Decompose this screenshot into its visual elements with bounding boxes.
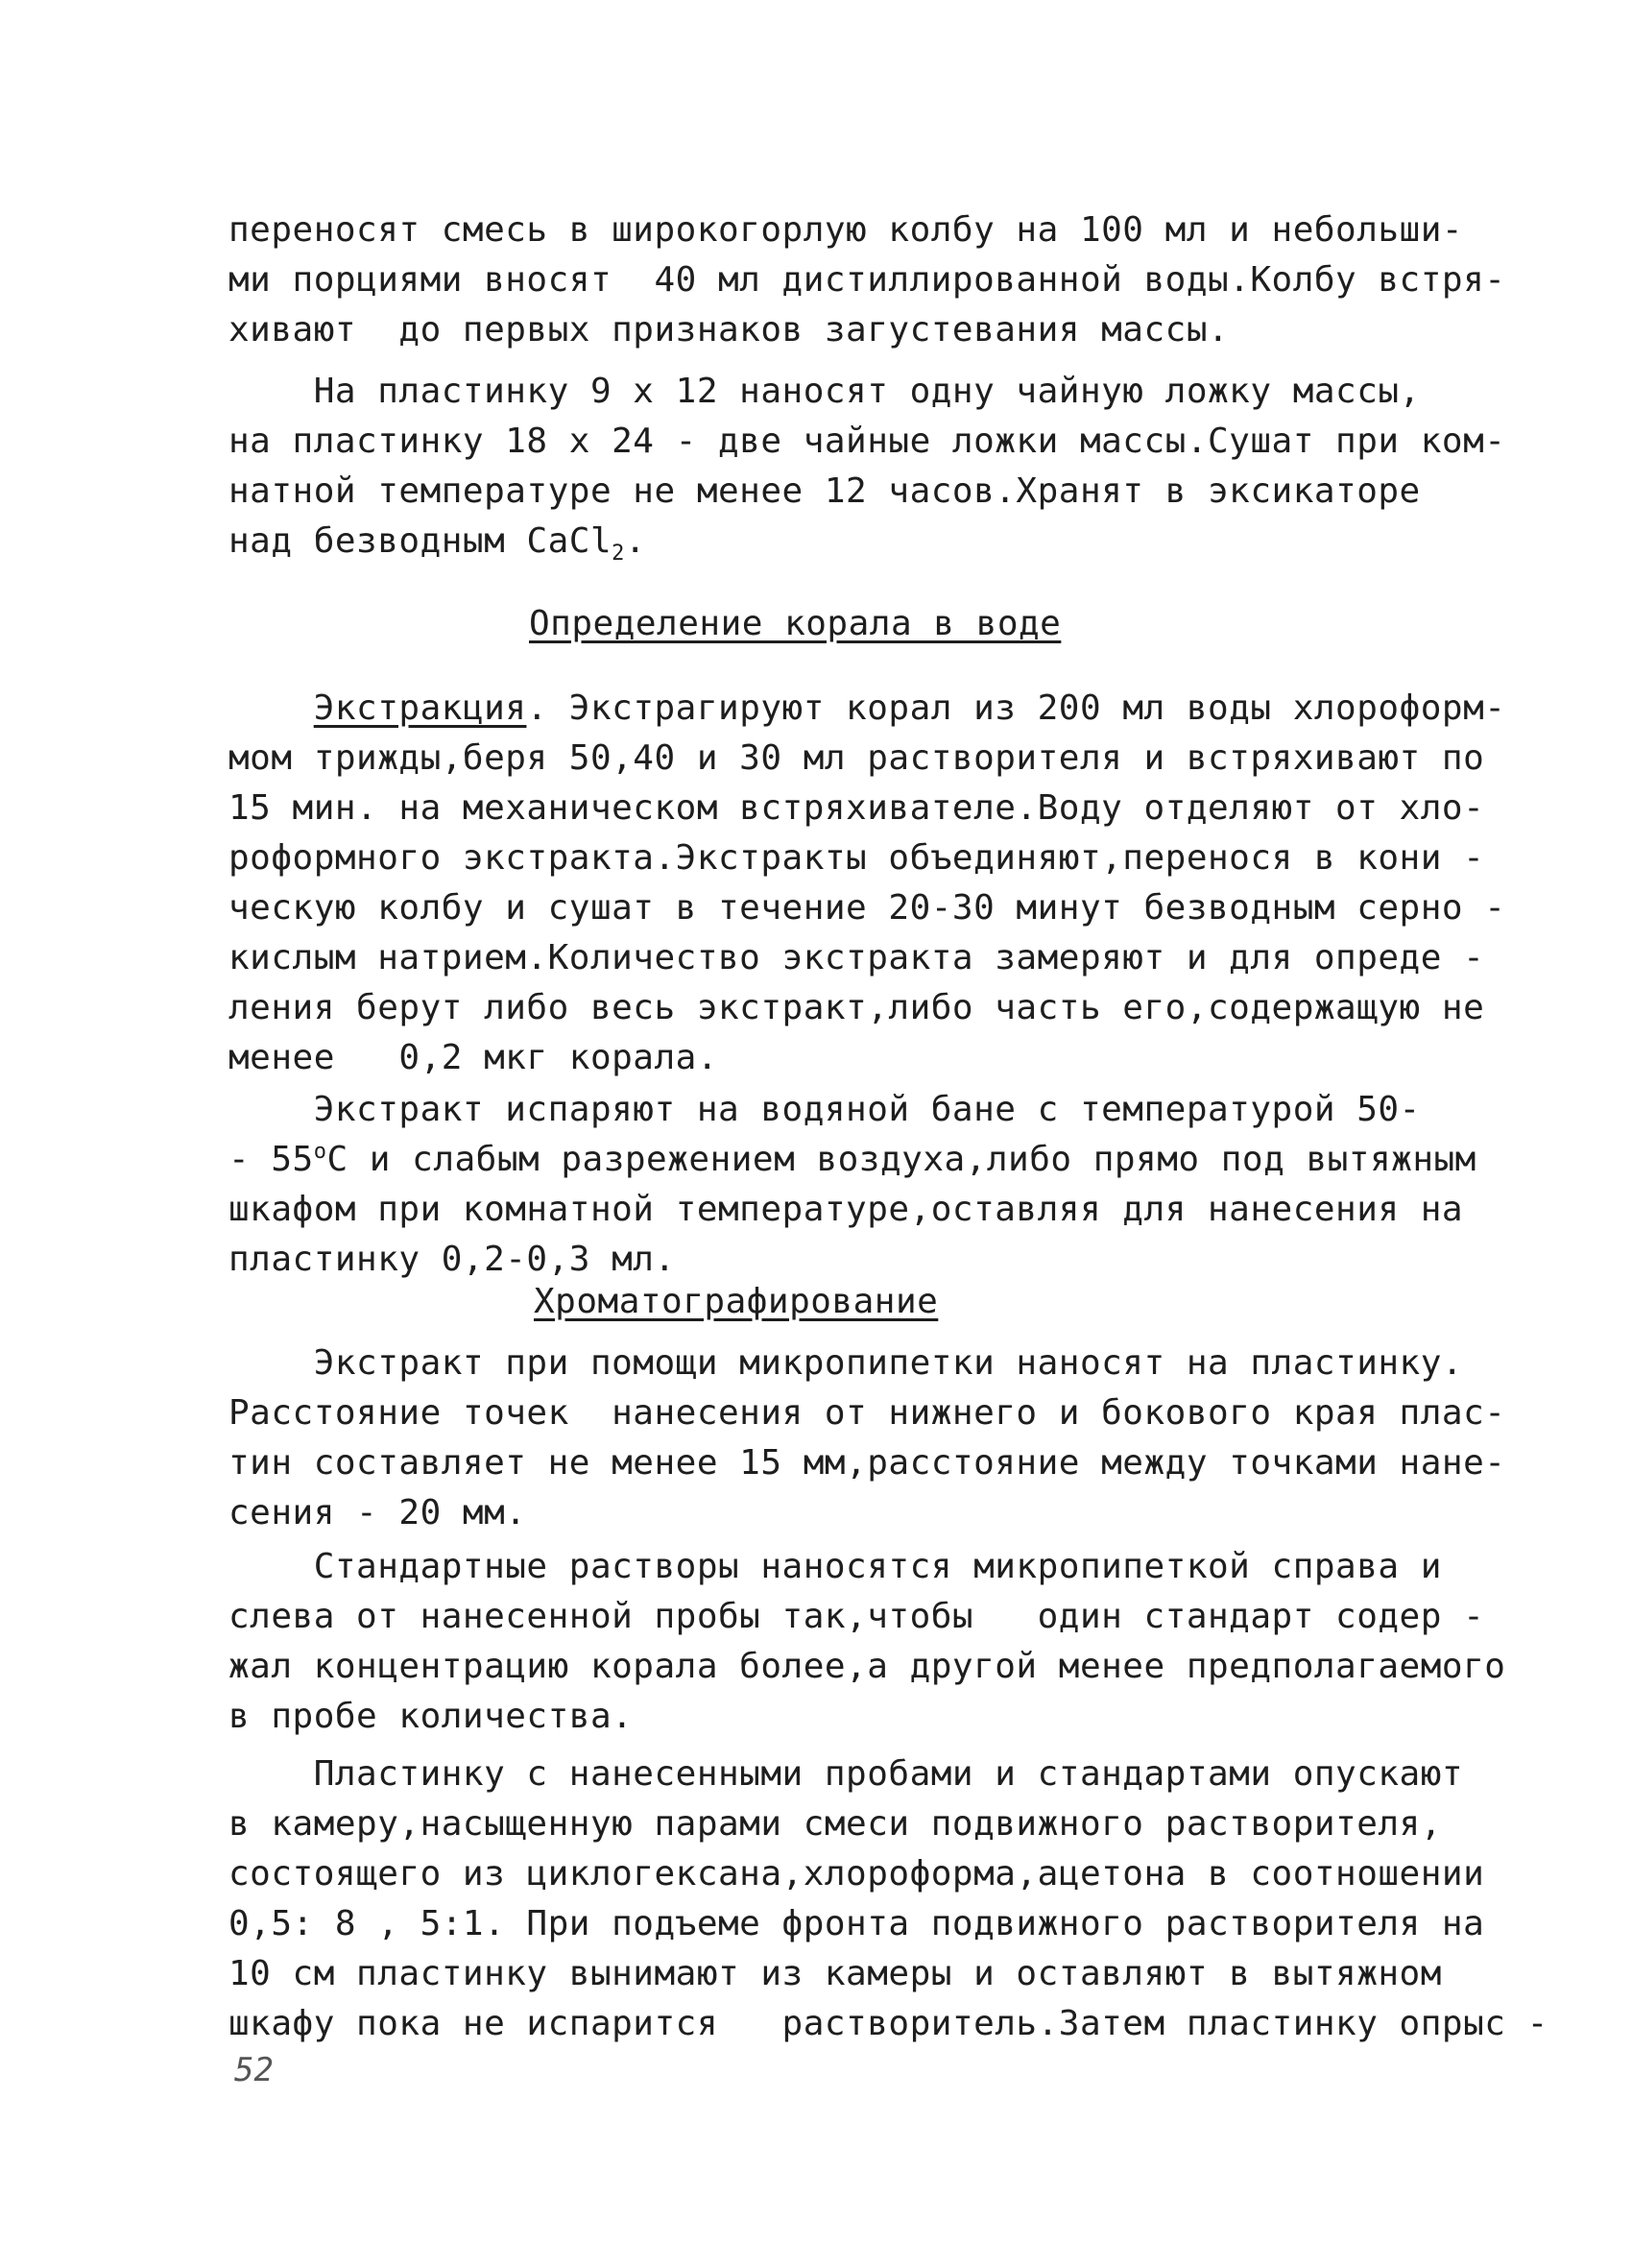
text-line: Пластинку с нанесенными пробами и стандартами опускают bbox=[228, 1754, 1464, 1794]
text-line: 15 мин. на механическом встряхивателе.Воду отделяют от хло- bbox=[228, 788, 1485, 828]
text-line: шкафом при комнатной температуре,оставляя для нанесения на bbox=[228, 1190, 1464, 1229]
text-line: состоящего из циклогексана,хлороформа,ацетона в соотношении bbox=[228, 1854, 1485, 1894]
text-line bbox=[228, 1139, 1476, 1181]
text-line: кислым натрием.Количество экстракта замеряют и для опреде - bbox=[228, 938, 1485, 977]
text-line: в камеру,насыщенную парами смеси подвижного растворителя, bbox=[228, 1804, 1442, 1844]
text-line: Экстракт при помощи микропипетки наносят на пластинку. bbox=[228, 1343, 1464, 1383]
section-heading-chromatography: Хроматографирование bbox=[534, 1282, 939, 1321]
text-line: 0,5: 8 , 5:1. При подъеме фронта подвижного растворителя на bbox=[228, 1904, 1485, 1943]
text-line: Экстракт испаряют на водяной бане с температурой 50- bbox=[228, 1090, 1421, 1129]
page-number: 52 bbox=[234, 2051, 274, 2089]
text-line: ления берут либо весь экстракт,либо часть его,содержащую не bbox=[228, 988, 1485, 1027]
text-line: слева от нанесенной пробы так,чтобы один стандарт содер - bbox=[228, 1597, 1485, 1636]
text-line: переносят смесь в широкогорлую колбу на 100 мл и небольши- bbox=[228, 210, 1464, 250]
text-line: пластинку 0,2-0,3 мл. bbox=[228, 1240, 676, 1279]
text-line: Расстояние точек нанесения от нижнего и бокового края плас- bbox=[228, 1393, 1506, 1433]
text-fragment: над безводным bbox=[228, 521, 527, 561]
term-extraction: Экстракция bbox=[313, 688, 527, 728]
text-fragment: - 55 bbox=[228, 1140, 314, 1179]
text-fragment: С и слабым разрежением воздуха,либо прямо под вытяжным bbox=[326, 1140, 1476, 1179]
text-line: роформного экстракта.Экстракты объединяют,перенося в кони - bbox=[228, 838, 1485, 878]
chemical-formula: CaCl bbox=[526, 521, 612, 561]
text-line: 10 см пластинку вынимают из камеры и оставляют в вытяжном bbox=[228, 1954, 1442, 1993]
text-line: ческую колбу и сушат в течение 20-30 минут безводным серно - bbox=[228, 888, 1506, 928]
text-fragment: . Экстрагируют корал из 200 мл воды хлороформ- bbox=[526, 688, 1506, 728]
text-line: натной температуре не менее 12 часов.Хранят в эксикаторе bbox=[228, 471, 1421, 511]
text-line: жал концентрацию корала более,а другой менее предполагаемого bbox=[228, 1647, 1506, 1686]
text-line: тин составляет не менее 15 мм,расстояние между точками нане- bbox=[228, 1443, 1506, 1483]
text-line: шкафу пока не испарится растворитель.Затем пластинку опрыс - bbox=[228, 2004, 1548, 2043]
text-line: Стандартные растворы наносятся микропипеткой справа и bbox=[228, 1547, 1442, 1586]
degree-superscript: o bbox=[313, 1140, 327, 1164]
text-line bbox=[228, 520, 647, 567]
text-line: в пробе количества. bbox=[228, 1697, 634, 1736]
text-line: сения - 20 мм. bbox=[228, 1493, 527, 1532]
text-line: На пластинку 9 х 12 наносят одну чайную ложку массы, bbox=[228, 372, 1421, 411]
formula-subscript: 2 bbox=[612, 542, 625, 567]
text-line: на пластинку 18 х 24 - две чайные ложки массы.Сушат при ком- bbox=[228, 422, 1506, 461]
text-line: ми порциями вносят 40 мл дистиллированной воды.Колбу встря- bbox=[228, 260, 1506, 300]
text-fragment: . bbox=[624, 521, 647, 561]
section-heading-coral-in-water: Определение корала в воде bbox=[529, 604, 1062, 643]
text-line: хивают до первых признаков загустевания массы. bbox=[228, 310, 1230, 350]
text-line bbox=[228, 688, 1505, 730]
text-line: менее 0,2 мкг корала. bbox=[228, 1038, 718, 1077]
text-line: мом трижды,беря 50,40 и 30 мл растворителя и встряхивают по bbox=[228, 738, 1485, 778]
